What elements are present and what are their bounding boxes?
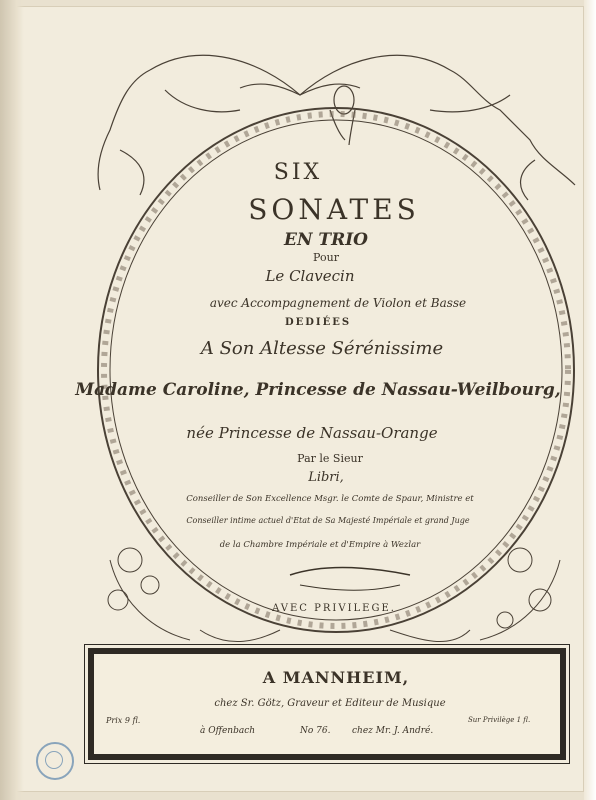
title-accompaniment: avec Accompagnement de Violon et Basse <box>209 296 467 310</box>
composer-title-line-3: de la Chambre Impériale et d'Empire à Wezlar <box>219 540 421 550</box>
composer-name: Libri, <box>308 470 344 485</box>
imprint-offenbach: à Offenbach <box>200 726 256 736</box>
title-instrument: Le Clavecin <box>265 267 355 285</box>
title-sonates: SONATES <box>248 193 420 226</box>
flourish-ornament-2 <box>300 585 400 590</box>
dedication-nee: née Princesse de Nassau-Orange <box>186 424 438 442</box>
imprint-number: No 76. <box>300 726 331 736</box>
imprint-price: Prix 9 fl. <box>106 716 141 725</box>
title-pour: Pour <box>313 251 339 264</box>
privilege-note: AVEC PRIVILEGE. <box>272 603 396 614</box>
composer-prefix: Par le Sieur <box>297 452 363 465</box>
title-dediees: DEDIÉES <box>284 317 352 328</box>
dedication-altesse: A Son Altesse Sérénissime <box>200 338 444 359</box>
imprint-city: A MANNHEIM, <box>262 668 410 687</box>
composer-title-line-2: Conseiller intime actuel d'Etat de Sa Majesté Impériale et grand Juge <box>186 516 470 525</box>
composer-title-line-1: Conseiller de Son Excellence Msgr. le Comte de Spaur, Ministre et <box>186 494 474 504</box>
title-six: SIX <box>273 160 323 185</box>
imprint-publisher: chez Sr. Götz, Graveur et Editeur de Musique <box>214 698 446 709</box>
imprint-price-right: Sur Privilège 1 fl. <box>468 716 531 724</box>
imprint-andre: chez Mr. J. André. <box>352 726 434 736</box>
library-stamp-icon <box>36 742 74 780</box>
title-en-trio: EN TRIO <box>284 230 368 250</box>
dedication-princess: Madame Caroline, Princesse de Nassau-Weilbourg, <box>75 380 561 400</box>
flourish-ornament <box>290 568 410 576</box>
wreath-outer-ring <box>98 108 574 632</box>
